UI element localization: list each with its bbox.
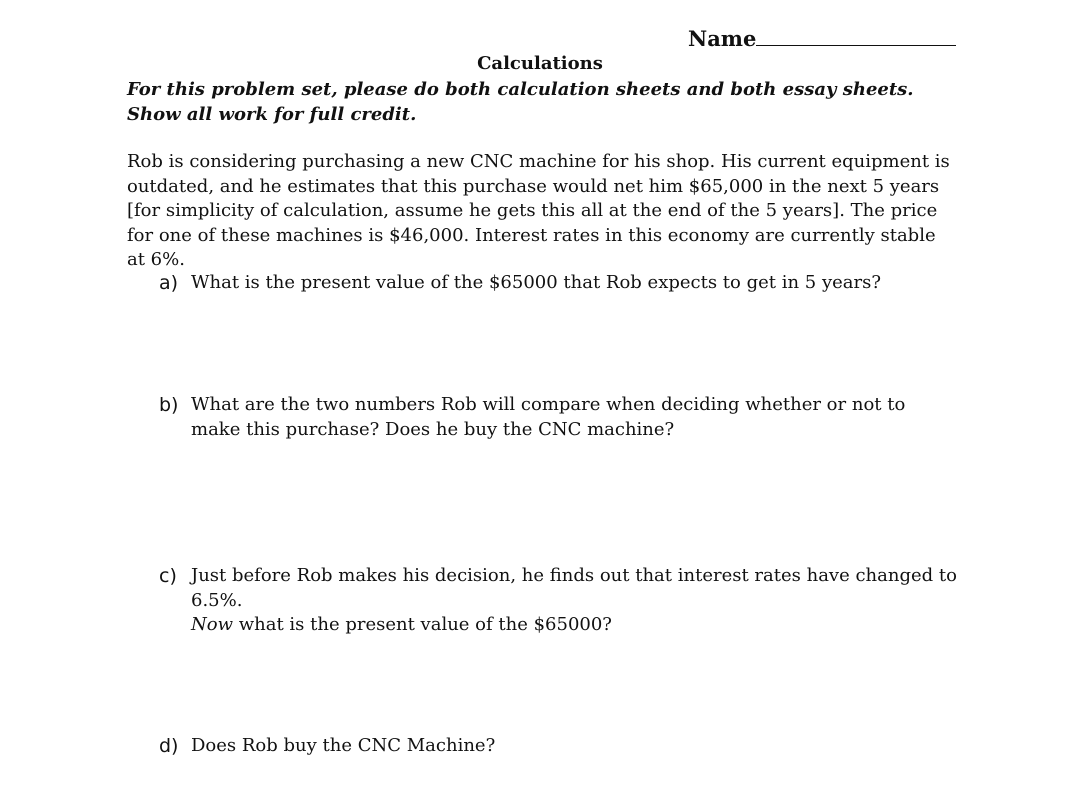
question-letter: d) — [159, 735, 179, 757]
question-b — [159, 393, 959, 442]
scenario-paragraph: Rob is considering purchasing a new CNC machine for his shop. His current equipment is outdated, and he estimates that this purchase would net him $65,000 in the next 5 years [for simplicity of calculation, assume he gets this all at the end of the 5 years]. The price for one of these machines is $46,000. Interest rates in this economy are currently stable at 6%. — [127, 151, 950, 270]
question-text: What are the two numbers Rob will compare when deciding whether or not to make this purchase? Does he buy the CNC machine? — [191, 394, 906, 440]
question-emphasis: Now — [191, 614, 233, 635]
name-blank-line — [756, 25, 956, 46]
name-field — [688, 25, 956, 51]
name-label: Name — [688, 26, 757, 51]
question-text-block — [191, 564, 959, 638]
question-text: What is the present value of the $65000 that Rob expects to get in 5 years? — [191, 272, 882, 293]
question-letter: a) — [159, 272, 179, 294]
instructions-text: For this problem set, please do both calculation sheets and both essay sheets. Show all work for full credit. — [127, 79, 914, 125]
question-text: Does Rob buy the CNC Machine? — [191, 735, 496, 756]
question-text: Just before Rob makes his decision, he finds out that interest rates have changed to 6.5%. — [191, 565, 957, 611]
question-text-continued: what is the present value of the $65000? — [238, 614, 612, 635]
question-a — [159, 271, 959, 296]
question-c — [159, 564, 959, 638]
question-d — [159, 734, 959, 759]
question-letter: b) — [159, 394, 179, 416]
question-letter: c) — [159, 565, 177, 587]
page-title: Calculations — [477, 53, 603, 74]
